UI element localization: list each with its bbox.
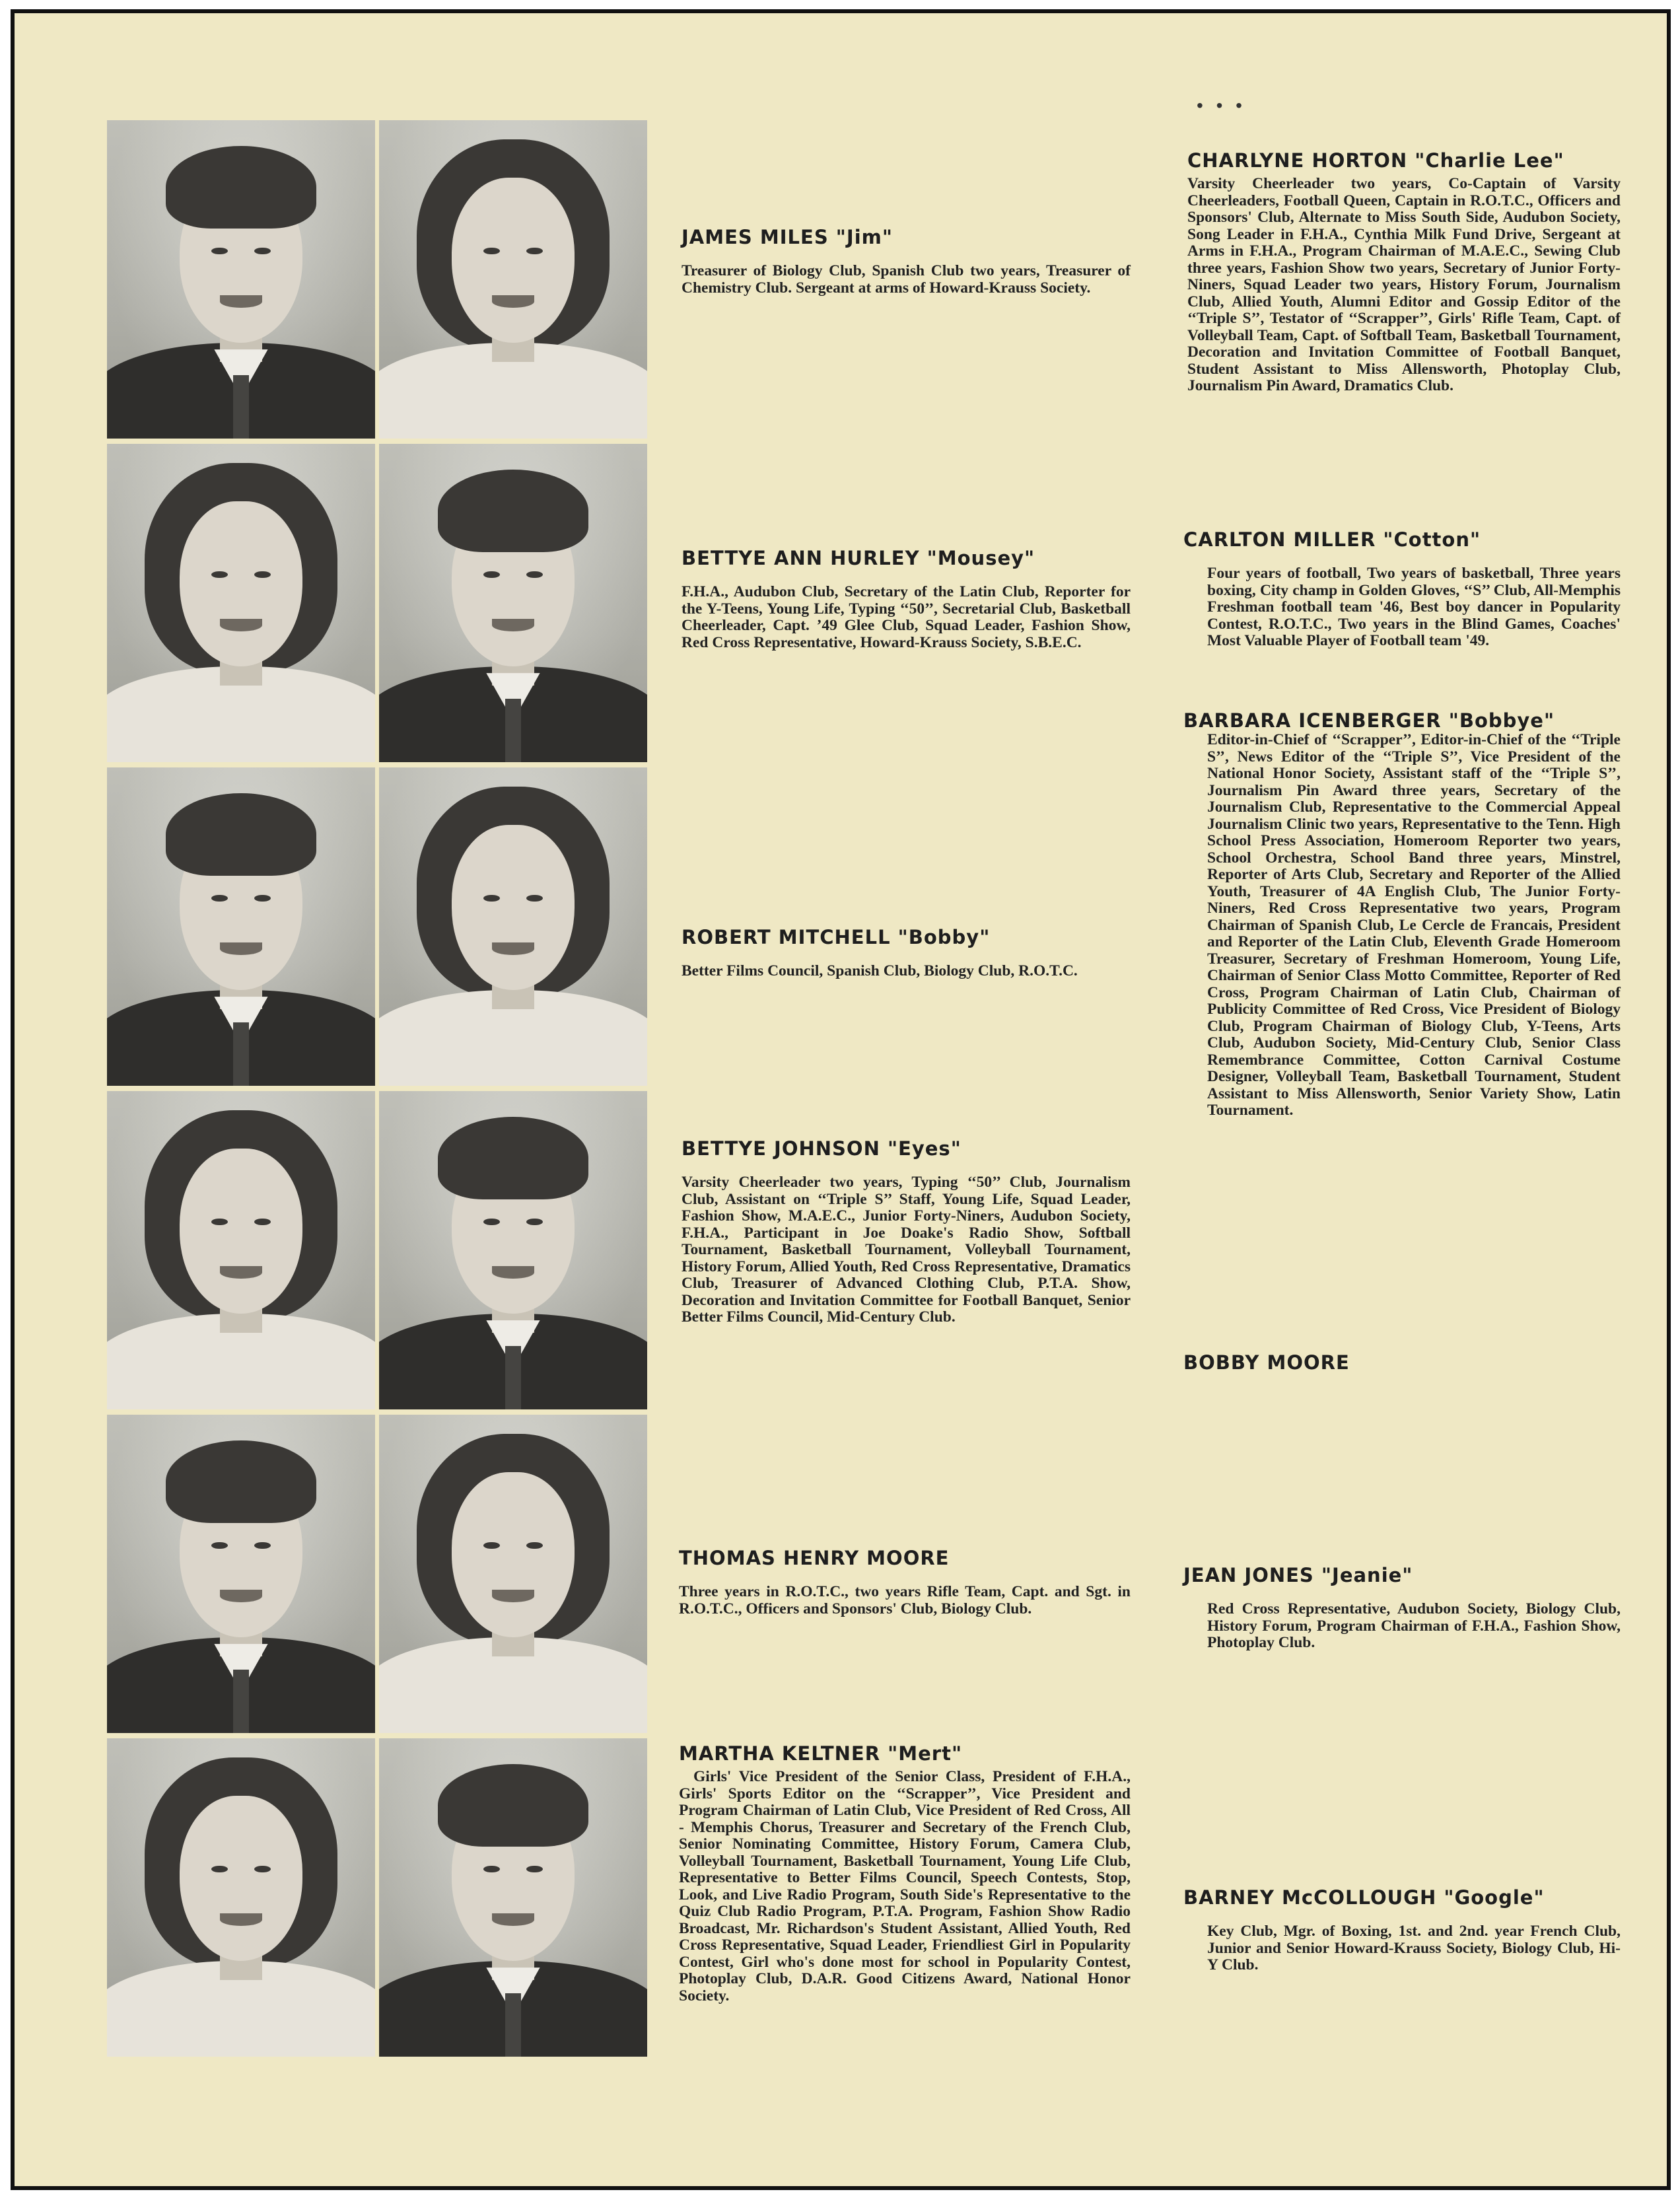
student-portrait	[107, 120, 375, 439]
student-activities: F.H.A., Audubon Club, Secretary of the Latin Club, Reporter for the Y-Teens, Young Life, Typing ‘‘50’’, Secretarial Club, Basketball Cheerleader, Capt. ’49 Glee Club, Squad Leader, Fashion Show, Red Cross Representative, Howard-Krauss Society, S.B.E.C.	[682, 583, 1131, 651]
student-portrait	[379, 1738, 647, 2057]
student-portrait	[379, 1091, 647, 1409]
student-name: BETTYE ANN HURLEY "Mousey"	[682, 547, 1035, 569]
student-portrait	[107, 444, 375, 762]
student-name: ROBERT MITCHELL "Bobby"	[682, 926, 991, 948]
student-name: THOMAS HENRY MOORE	[679, 1547, 950, 1569]
student-portrait	[379, 767, 647, 1086]
student-activities: Varsity Cheerleader two years, Typing ‘‘50’’ Club, Journalism Club, Assistant on ‘‘Triple S’’ Staff, Young Life, Squad Leader, Fashion Show, M.A.E.C., Junior Forty-Niners, Audubon Society, F.H.A., Participant in Joe Doake's Radio Show, Softball Tournament, Basketball Tournament, Volleyball Tournament, History Forum, Allied Youth, Red Cross Representative, Dramatics Club, Treasurer of Advanced Clothing Club, P.T.A. Show, Decoration and Invitation Committee for Football Banquet, Senior Better Films Council, Mid-Century Club.	[682, 1174, 1131, 1326]
page-ornament: • • •	[1197, 95, 1246, 116]
student-activities: Key Club, Mgr. of Boxing, 1st. and 2nd. year French Club, Junior and Senior Howard-Krauss Society, Biology Club, Hi-Y Club.	[1207, 1923, 1621, 1973]
student-activities: Treasurer of Biology Club, Spanish Club two years, Treasurer of Chemistry Club. Sergeant at arms of Howard-Krauss Society.	[682, 262, 1131, 297]
student-portrait	[379, 444, 647, 762]
student-portrait	[107, 1415, 375, 1733]
student-activities: Red Cross Representative, Audubon Society, Biology Club, History Forum, Program Chairman of F.H.A., Fashion Show, Photoplay Club.	[1207, 1600, 1621, 1651]
entry-bettye-johnson	[682, 1137, 1131, 1326]
entry-robert-mitchell	[682, 926, 1131, 980]
student-activities: Four years of football, Two years of basketball, Three years boxing, City champ in Golden Gloves, ‘‘S’’ Club, All-Memphis Freshman football team '46, Best boy dancer in Popularity Contest, R.O.T.C., Two years in the Blind Games, Coaches' Most Valuable Player of Football team '49.	[1207, 565, 1621, 649]
student-name: BARBARA ICENBERGER "Bobbye"	[1183, 709, 1555, 732]
entry-jean-jones	[1183, 1564, 1621, 1652]
student-name: BOBBY MOORE	[1183, 1351, 1350, 1374]
student-activities: Editor-in-Chief of ‘‘Scrapper’’, Editor-in-Chief of the ‘‘Triple S’’, News Editor of the ‘‘Triple S’’, Vice President of the National Honor Society, Assistant staff of the ‘‘Triple S’’, Journalism Pin Award three years, Secretary of the Journalism Club, Representative to the Commercial Appeal Journalism Clinic two years, Representative to the Tenn. High School Press Association, Homeroom Reporter two years, School Orchestra, School Band three years, Minstrel, Reporter of Arts Club, Secretary and Reporter of the Allied Youth, Treasurer of 4A English Club, The Junior Forty-Niners, Red Cross Representative two years, Program Chairman of Spanish Club, Le Cercle de Francais, President and Reporter of the Latin Club, Eleventh Grade Homeroom Treasurer, Secretary of Freshman Homeroom, Young Life, Chairman of Senior Class Motto Committee, Reporter of Red Cross, Program Chairman of Latin Club, Chairman of Publicity Committee of Red Cross, Vice President of Biology Club, Program Chairman of Biology Club, Y-Teens, Arts Club, Audubon Society, Mid-Century Club, Senior Class Remembrance Committee, Cotton Carnival Costume Designer, Volleyball Team, Basketball Tournament, Student Assistant to Miss Allensworth, Senior Variety Show, Latin Tournament.	[1207, 731, 1621, 1119]
student-portrait	[379, 1415, 647, 1733]
student-portrait	[107, 1091, 375, 1409]
student-portrait	[107, 767, 375, 1086]
student-portrait	[107, 1738, 375, 2057]
student-name: JAMES MILES "Jim"	[682, 226, 893, 248]
entry-bobby-moore	[1183, 1351, 1621, 1388]
entry-thomas-henry-moore	[679, 1547, 1131, 1617]
entry-james-miles	[682, 226, 1131, 297]
entry-charlyne-horton	[1187, 149, 1621, 395]
student-name: CARLTON MILLER "Cotton"	[1183, 528, 1481, 551]
entry-martha-keltner	[679, 1742, 1131, 2004]
student-activities: Girls' Vice President of the Senior Class, President of F.H.A., Girls' Sports Editor on the ‘‘Scrapper’’, Vice President and Program Chairman of Latin Club, Vice President of Red Cross, All - Memphis Chorus, Treasurer and Secretary of the French Club, Senior Nominating Committee, History Forum, Camera Club, Volleyball Tournament, Basketball Tournament, Young Life Club, Representative to Better Films Council, Speech Contests, Stop, Look, and Live Radio Program, South Side's Representative to the Quiz Club Radio Program, P.T.A. Program, Fashion Show Radio Broadcast, Mr. Richardson's Student Assistant, Allied Youth, Red Cross Representative, Squad Leader, Friendliest Girl in Popularity Contest, Girl who's done most for school in Popularity Contest, Photoplay Club, D.A.R. Good Citizens Award, National Honor Society.	[679, 1768, 1131, 2004]
student-name: BETTYE JOHNSON "Eyes"	[682, 1137, 962, 1160]
student-activities: Varsity Cheerleader two years, Co-Captain of Varsity Cheerleaders, Football Queen, Captain in R.O.T.C., Officers and Sponsors' Club, Alternate to Miss South Side, Audubon Society, Song Leader in F.H.A., Cynthia Milk Fund Drive, Sergeant at Arms in F.H.A., Program Chairman of M.A.E.C., Sewing Club three years, Fashion Show two years, Secretary of Junior Forty-Niners, Squad Leader two years, History Forum, Journalism Club, Allied Youth, Alumni Editor and Gossip Editor of the ‘‘Triple S’’, Testator of ‘‘Scrapper’’, Girls' Rifle Team, Capt. of Volleyball Team, Capt. of Softball Team, Basketball Tournament, Decoration and Invitation Committee of Football Banquet, Student Assistant to Miss Allensworth, Photoplay Club, Journalism Pin Award, Dramatics Club.	[1187, 175, 1621, 394]
student-name: JEAN JONES "Jeanie"	[1183, 1564, 1413, 1586]
student-activities: Three years in R.O.T.C., two years Rifle Team, Capt. and Sgt. in R.O.T.C., Officers and Sponsors' Club, Biology Club.	[679, 1583, 1131, 1617]
student-portrait	[379, 120, 647, 439]
entry-bettye-ann-hurley	[682, 547, 1131, 651]
entry-barney-mccollough	[1183, 1886, 1621, 1974]
student-name: CHARLYNE HORTON "Charlie Lee"	[1187, 149, 1564, 172]
yearbook-page	[11, 9, 1671, 2190]
student-name: MARTHA KELTNER "Mert"	[679, 1742, 963, 1765]
student-activities: Better Films Council, Spanish Club, Biology Club, R.O.T.C.	[682, 962, 1078, 979]
entry-carlton-miller	[1183, 528, 1621, 650]
student-name: BARNEY McCOLLOUGH "Google"	[1183, 1886, 1545, 1909]
entry-barbara-icenberger	[1183, 709, 1621, 1119]
